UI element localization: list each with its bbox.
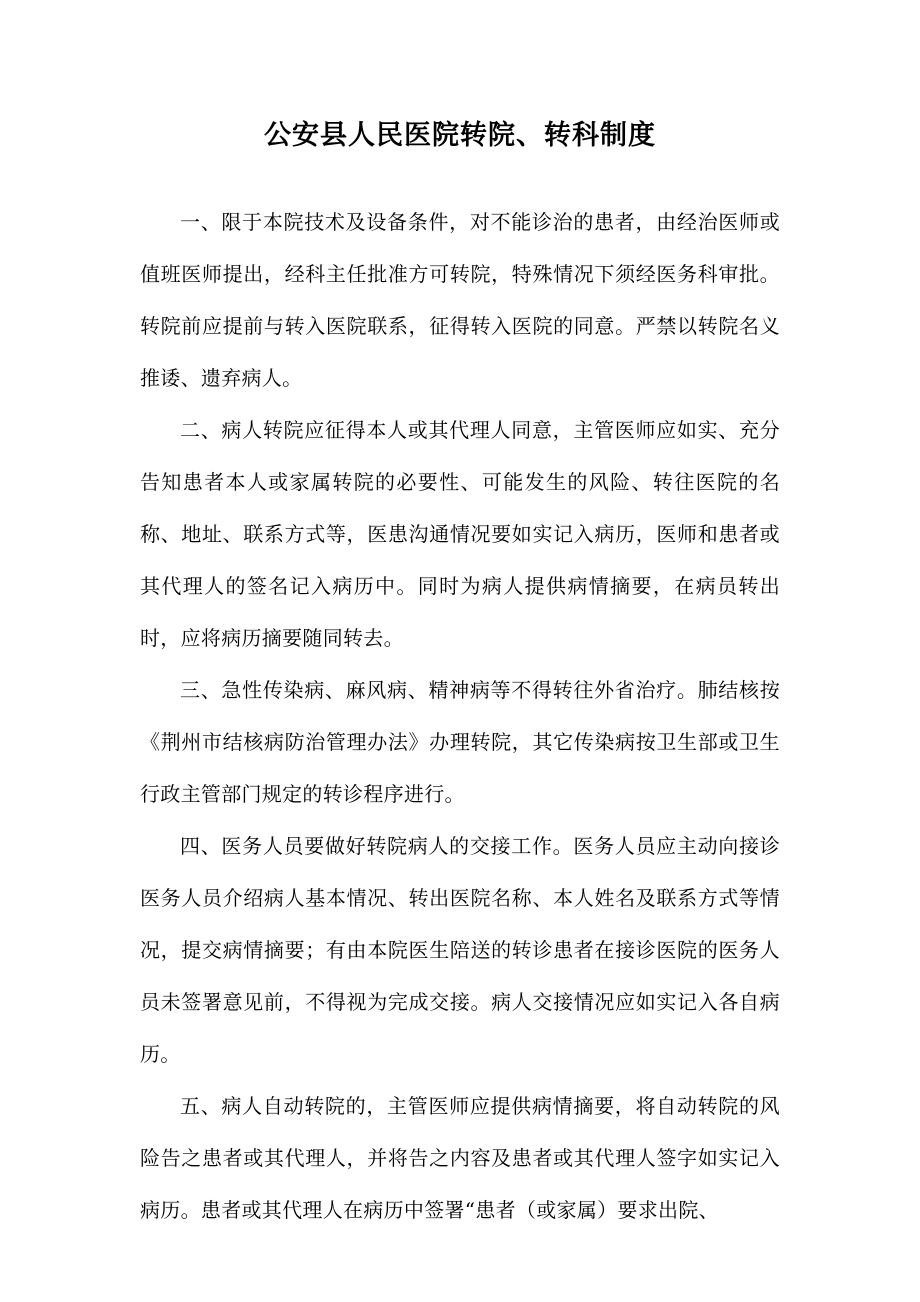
paragraph-5: 五、病人自动转院的，主管医师应提供病情摘要，将自动转院的风险告之患者或其代理人，并将告之内容及患者或其代理人签字如实记入病历。患者或其代理人在病历中签署“患者（或家属）要求出院、 (140, 1094, 780, 1222)
document-body (140, 196, 780, 1236)
paragraph-2: 二、病人转院应征得本人或其代理人同意，主管医师应如实、充分告知患者本人或家属转院的必要性、可能发生的风险、转往医院的名称、地址、联系方式等，医患沟通情况要如实记入病历，医师和患者或其代理人的签名记入病历中。同时为病人提供病情摘要，在病员转出时，应将病历摘要随同转去。 (140, 418, 780, 650)
paragraph-1: 一、限于本院技术及设备条件，对不能诊治的患者，由经治医师或值班医师提出，经科主任批准方可转院，特殊情况下须经医务科审批。转院前应提前与转入医院联系，征得转入医院的同意。严禁以转院名义推诿、遗弃病人。 (140, 210, 780, 390)
paragraph-3: 三、急性传染病、麻风病、精神病等不得转往外省治疗。肺结核按《荆州市结核病防治管理办法》办理转院，其它传染病按卫生部或卫生行政主管部门规定的转诊程序进行。 (140, 678, 780, 806)
document-title: 公安县人民医院转院、转科制度 (264, 120, 656, 151)
paragraph-4: 四、医务人员要做好转院病人的交接工作。医务人员应主动向接诊医务人员介绍病人基本情况、转出医院名称、本人姓名及联系方式等情况，提交病情摘要；有由本院医生陪送的转诊患者在接诊医院的医务人员未签署意见前，不得视为完成交接。病人交接情况应如实记入各自病历。 (140, 834, 780, 1066)
